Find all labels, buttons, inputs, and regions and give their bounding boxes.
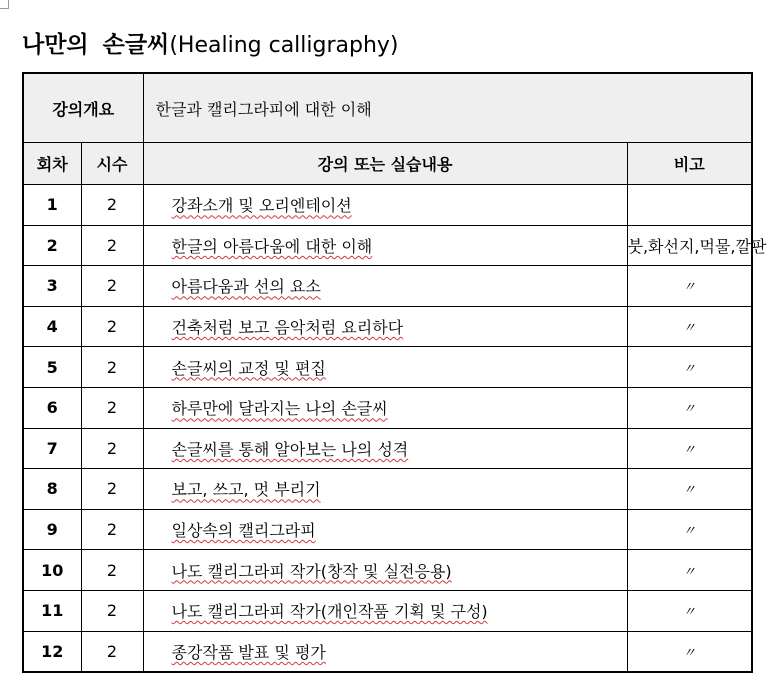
- session-content: 나도 캘리그라피 작가(창작 및 실전응용): [171, 561, 452, 581]
- session-content-cell: [143, 590, 627, 631]
- session-number: 4: [23, 306, 81, 347]
- session-hours: 2: [81, 631, 143, 672]
- session-content: 아름다움과 선의 요소: [171, 277, 321, 297]
- header-hours: 시수: [81, 143, 143, 185]
- session-hours: 2: [81, 550, 143, 591]
- session-hours: 2: [81, 225, 143, 266]
- table-row: [23, 347, 752, 388]
- session-hours: 2: [81, 509, 143, 550]
- session-hours: 2: [81, 590, 143, 631]
- table-body: [23, 185, 767, 673]
- session-remark: [627, 185, 752, 226]
- session-hours: 2: [81, 428, 143, 469]
- session-content: 일상속의 캘리그라피: [171, 521, 316, 541]
- table-row: [23, 387, 752, 428]
- page-title-korean: 나만의 손글씨: [22, 32, 170, 58]
- overview-label: 강의개요: [23, 73, 143, 143]
- session-content: 건축처럼 보고 음악처럼 요리하다: [171, 318, 404, 338]
- session-remark: 〃: [627, 387, 752, 428]
- table-row: [23, 428, 752, 469]
- session-content: 종강작품 발표 및 평가: [171, 642, 326, 662]
- table-header-row: [23, 143, 752, 185]
- table-row: [23, 469, 752, 510]
- table-row: [23, 185, 752, 226]
- table-row: [23, 550, 752, 591]
- session-remark: 붓,화선지,먹물,깔판: [627, 225, 752, 266]
- session-hours: 2: [81, 387, 143, 428]
- session-remark: 〃: [627, 306, 752, 347]
- session-content-cell: [143, 469, 627, 510]
- table-row: [23, 509, 752, 550]
- session-content-cell: [143, 266, 627, 307]
- session-content-cell: [143, 387, 627, 428]
- session-number: 11: [23, 590, 81, 631]
- session-number: 2: [23, 225, 81, 266]
- header-content: 강의 또는 실습내용: [143, 143, 627, 185]
- session-number: 8: [23, 469, 81, 510]
- session-content: 나도 캘리그라피 작가(개인작품 기획 및 구성): [171, 602, 488, 622]
- session-content: 손글씨의 교정 및 편집: [171, 358, 326, 378]
- session-hours: 2: [81, 347, 143, 388]
- session-number: 1: [23, 185, 81, 226]
- session-number: 3: [23, 266, 81, 307]
- overview-row: [23, 73, 752, 143]
- page-corner-mark: [0, 0, 9, 9]
- table-row: [23, 631, 752, 672]
- session-number: 10: [23, 550, 81, 591]
- session-content-cell: [143, 631, 627, 672]
- session-remark: 〃: [627, 347, 752, 388]
- session-hours: 2: [81, 306, 143, 347]
- session-content-cell: [143, 347, 627, 388]
- header-session: 회차: [23, 143, 81, 185]
- session-remark: 〃: [627, 428, 752, 469]
- header-remarks: 비고: [627, 143, 752, 185]
- session-content-cell: [143, 185, 627, 226]
- session-number: 12: [23, 631, 81, 672]
- session-number: 5: [23, 347, 81, 388]
- page-title-english: (Healing calligraphy): [169, 33, 399, 58]
- page-title: [22, 26, 399, 59]
- session-number: 7: [23, 428, 81, 469]
- session-content: 보고, 쓰고, 멋 부리기: [171, 480, 321, 500]
- table-row: [23, 266, 752, 307]
- session-content: 강좌소개 및 오리엔테이션: [171, 196, 352, 216]
- session-content: 하루만에 달라지는 나의 손글씨: [171, 399, 388, 419]
- session-number: 6: [23, 387, 81, 428]
- table-row: [23, 306, 752, 347]
- session-remark: 〃: [627, 469, 752, 510]
- session-hours: 2: [81, 469, 143, 510]
- session-content: 한글의 아름다움에 대한 이해: [171, 236, 373, 256]
- session-content-cell: [143, 306, 627, 347]
- session-remark: 〃: [627, 266, 752, 307]
- session-remark: 〃: [627, 590, 752, 631]
- session-hours: 2: [81, 266, 143, 307]
- table-row: [23, 590, 752, 631]
- session-content-cell: [143, 550, 627, 591]
- session-number: 9: [23, 509, 81, 550]
- session-remark: 〃: [627, 509, 752, 550]
- session-content-cell: [143, 225, 627, 266]
- overview-text: 한글과 캘리그라피에 대한 이해: [143, 73, 752, 143]
- session-content: 손글씨를 통해 알아보는 나의 성격: [171, 439, 409, 459]
- table-row: [23, 225, 752, 266]
- session-content-cell: [143, 509, 627, 550]
- session-remark: 〃: [627, 550, 752, 591]
- syllabus-table: [22, 72, 767, 673]
- session-content-cell: [143, 428, 627, 469]
- session-hours: 2: [81, 185, 143, 226]
- session-remark: 〃: [627, 631, 752, 672]
